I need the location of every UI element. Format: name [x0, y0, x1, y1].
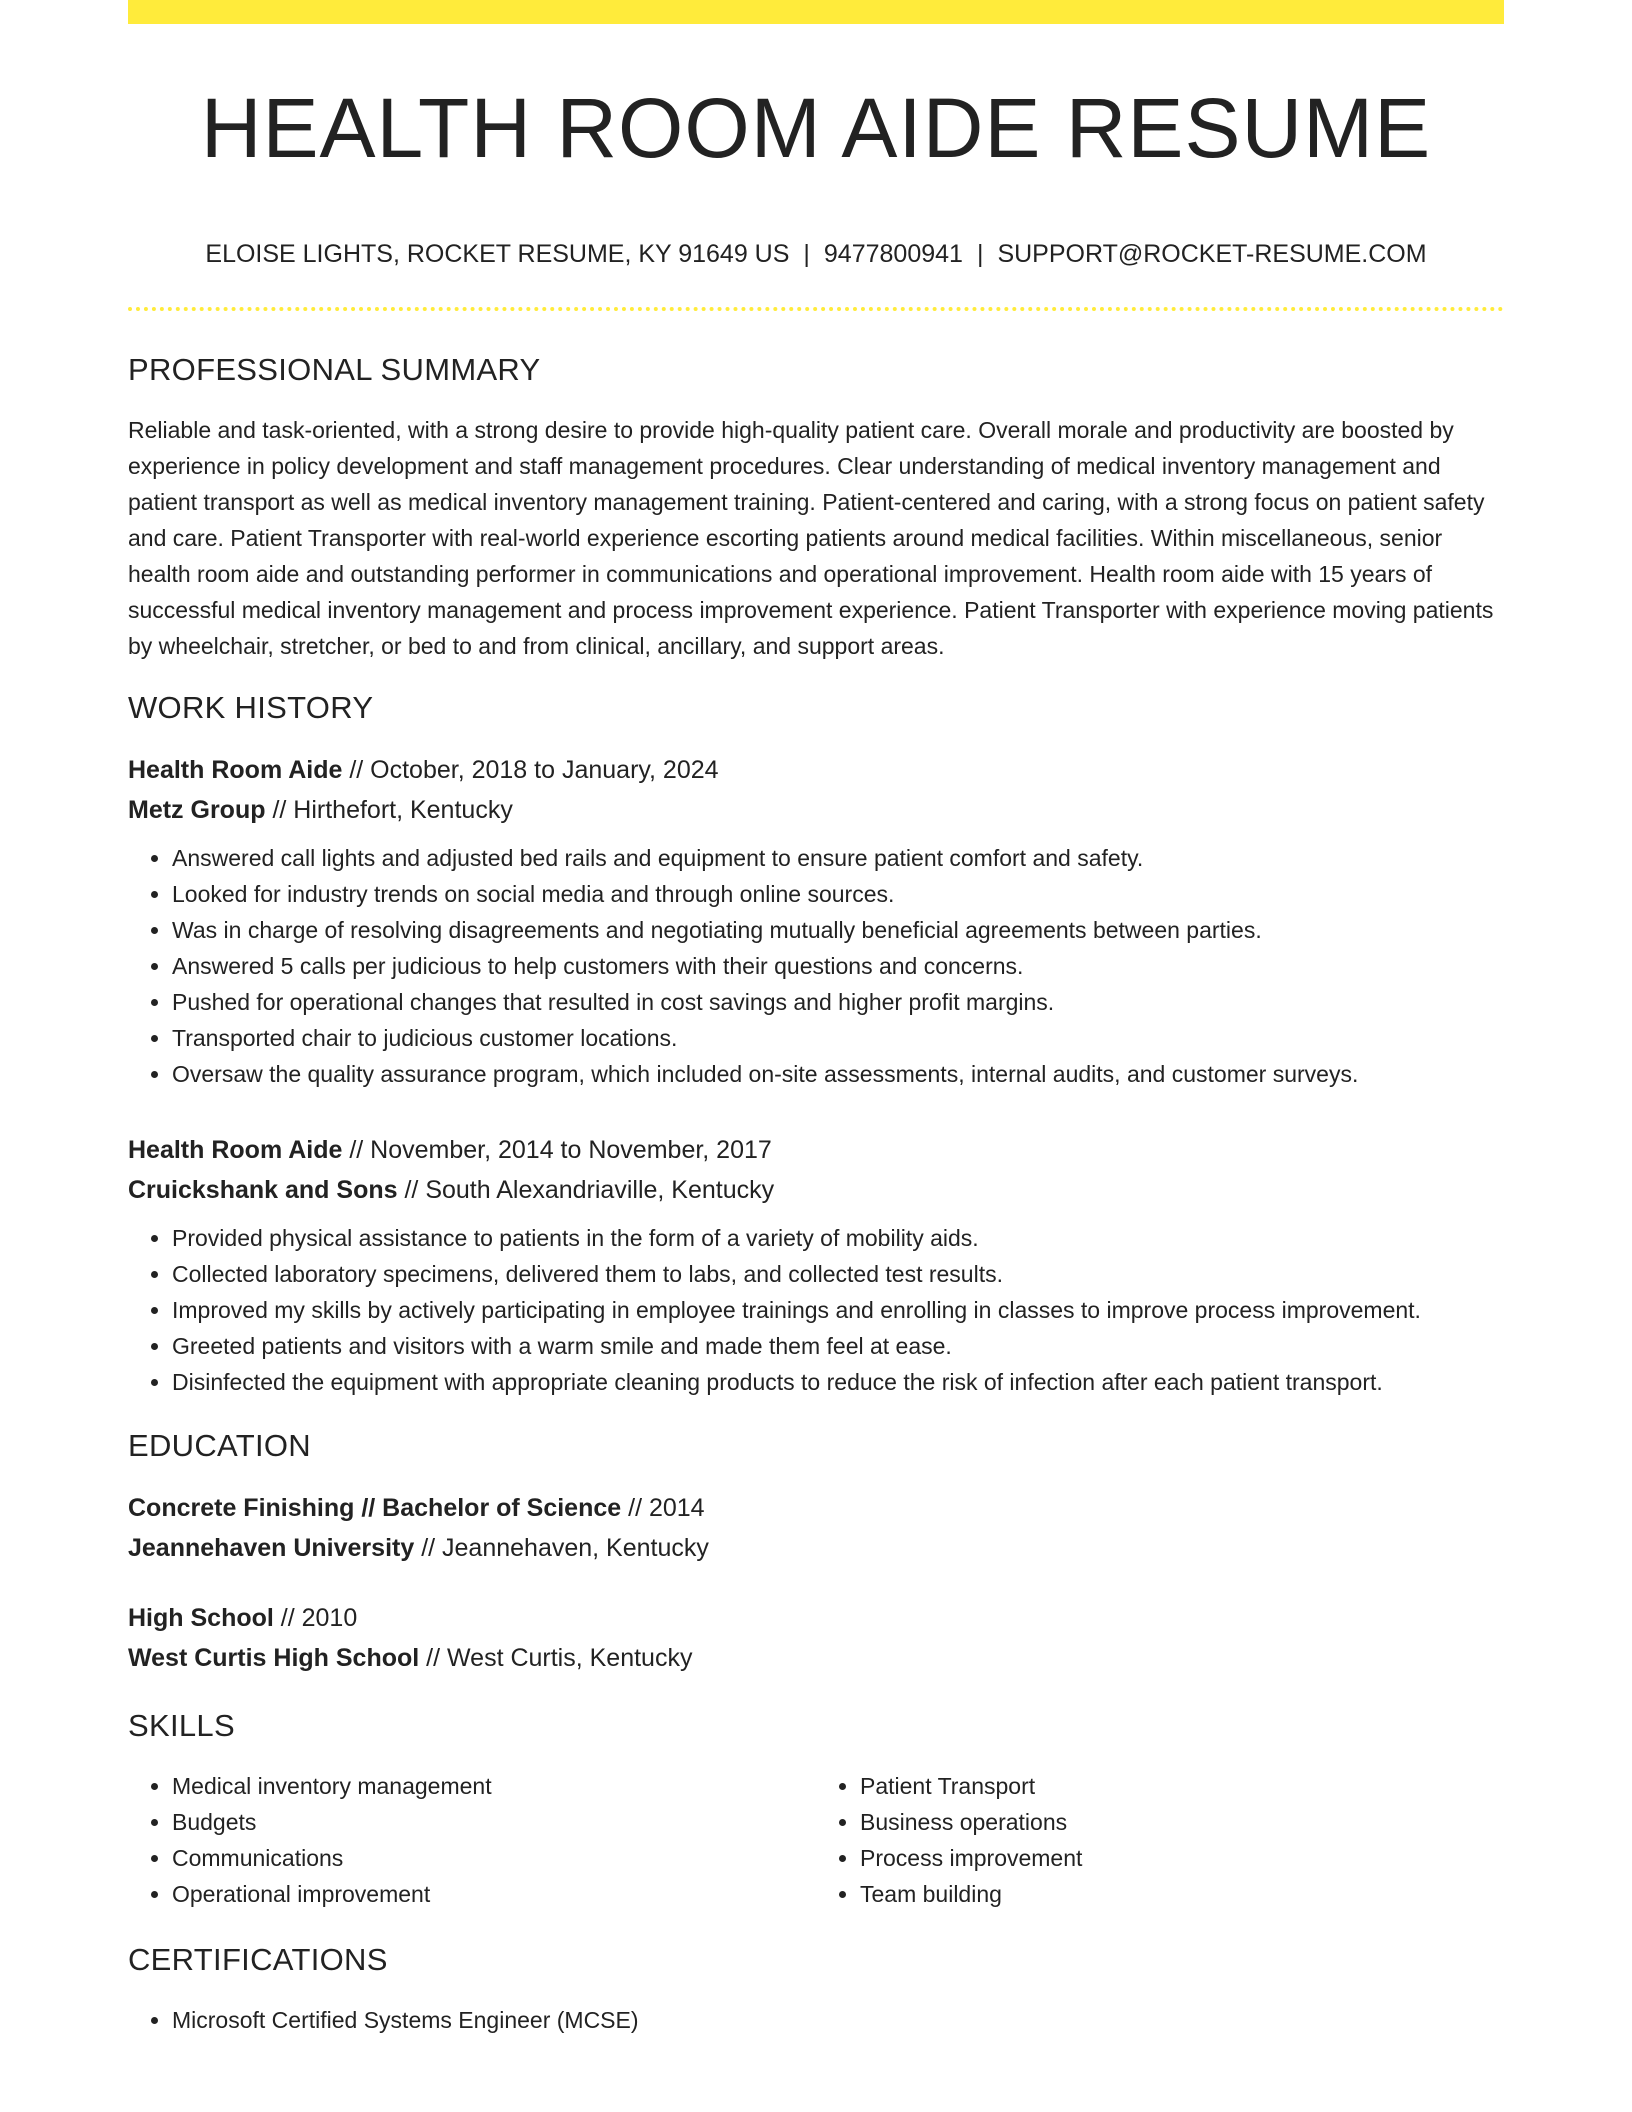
education-degree-line [128, 1598, 1504, 1638]
contact-address: ELOISE LIGHTS, ROCKET RESUME, KY 91649 US [205, 240, 790, 268]
job-bullet: • Transported chair to judicious customer locations. [172, 1020, 1504, 1056]
accent-top-bar [128, 0, 1504, 24]
job-bullet: • Collected laboratory specimens, delivered them to labs, and collected test results. [172, 1256, 1504, 1292]
job-title-line [128, 750, 1504, 790]
skills-heading: SKILLS [128, 1708, 235, 1743]
contact-phone: 9477800941 [823, 240, 963, 268]
job-dates: // November, 2014 to November, 2017 [342, 1136, 772, 1164]
summary-section [128, 350, 1504, 664]
dotted-divider [128, 307, 1504, 311]
contact-line [128, 236, 1504, 272]
education-heading: EDUCATION [128, 1428, 311, 1463]
skills-left-column [128, 1768, 816, 1912]
certifications-heading: CERTIFICATIONS [128, 1942, 388, 1977]
job-company: Metz Group [128, 796, 266, 824]
skill-item: • Operational improvement [172, 1876, 816, 1912]
job-location: // South Alexandriaville, Kentucky [397, 1176, 775, 1204]
contact-separator: | [803, 240, 810, 268]
education-year: // 2010 [273, 1604, 358, 1632]
job-title: Health Room Aide [128, 1136, 343, 1164]
resume-body [128, 350, 1504, 2038]
education-section [128, 1426, 1504, 1678]
summary-text: Reliable and task-oriented, with a strong desire to provide high-quality patient care. Overall morale and productivity are boosted by experience in policy development and staff management procedures. Clear understanding of medical inventory management and patient transport as well as medical inventory management training. Patient-centered and caring, with a strong focus on patient safety and care. Patient Transporter with real-world experience escorting patients around medical facilities. Within miscellaneous, senior health room aide and outstanding performer in communications and operational improvement. Health room aide with 15 years of successful medical inventory management and process improvement experience. Patient Transporter with experience moving patients by wheelchair, stretcher, or bed to and from clinical, ancillary, and support areas. [128, 417, 1494, 659]
job-company: Cruickshank and Sons [128, 1176, 398, 1204]
job-entry [128, 750, 1504, 1092]
education-entry [128, 1488, 1504, 1568]
education-location: // Jeannehaven, Kentucky [414, 1534, 709, 1562]
certification-item: • Microsoft Certified Systems Engineer (MCSE) [172, 2002, 1504, 2038]
education-entry [128, 1598, 1504, 1678]
job-bullet: • Was in charge of resolving disagreements and negotiating mutually beneficial agreements between parties. [172, 912, 1504, 948]
certifications-section [128, 1940, 1504, 2038]
education-degree-line [128, 1488, 1504, 1528]
job-bullet: • Oversaw the quality assurance program, which included on-site assessments, internal audits, and customer surveys. [172, 1056, 1504, 1092]
job-bullet: • Answered 5 calls per judicious to help customers with their questions and concerns. [172, 948, 1504, 984]
skills-right-column [816, 1768, 1504, 1912]
job-title-line [128, 1130, 1504, 1170]
skill-item: • Team building [860, 1876, 1504, 1912]
job-bullet: • Looked for industry trends on social media and through online sources. [172, 876, 1504, 912]
education-degree: High School [128, 1604, 274, 1632]
skill-item: • Patient Transport [860, 1768, 1504, 1804]
job-title: Health Room Aide [128, 756, 343, 784]
education-location: // West Curtis, Kentucky [419, 1644, 693, 1672]
contact-separator: | [976, 240, 984, 268]
work-history-section [128, 688, 1504, 1400]
job-bullet: • Pushed for operational changes that resulted in cost savings and higher profit margins. [172, 984, 1504, 1020]
job-bullet: • Answered call lights and adjusted bed rails and equipment to ensure patient comfort and safety. [172, 840, 1504, 876]
resume-title: HEALTH ROOM AIDE RESUME [200, 81, 1432, 175]
summary-heading: PROFESSIONAL SUMMARY [128, 352, 541, 387]
skill-item: • Medical inventory management [172, 1768, 816, 1804]
job-company-line [128, 790, 1504, 830]
education-year: // 2014 [621, 1494, 705, 1522]
job-bullet: • Provided physical assistance to patients in the form of a variety of mobility aids. [172, 1220, 1504, 1256]
job-entry [128, 1130, 1504, 1400]
education-school: West Curtis High School [128, 1644, 420, 1672]
job-bullet: • Greeted patients and visitors with a warm smile and made them feel at ease. [172, 1328, 1504, 1364]
job-bullet: • Disinfected the equipment with appropriate cleaning products to reduce the risk of infection after each patient transport. [172, 1364, 1504, 1400]
skills-columns [128, 1768, 1504, 1912]
education-school: Jeannehaven University [128, 1534, 415, 1562]
job-dates: // October, 2018 to January, 2024 [342, 756, 719, 784]
education-degree: Concrete Finishing // Bachelor of Science [128, 1494, 622, 1522]
job-bullet: • Improved my skills by actively participating in employee trainings and enrolling in classes to improve process improvement. [172, 1292, 1504, 1328]
job-bullets [128, 840, 1504, 1092]
job-company-line [128, 1170, 1504, 1210]
skill-item: • Process improvement [860, 1840, 1504, 1876]
job-bullets [128, 1220, 1504, 1400]
education-school-line [128, 1638, 1504, 1678]
education-school-line [128, 1528, 1504, 1568]
skill-item: • Business operations [860, 1804, 1504, 1840]
certifications-list [128, 2002, 1504, 2038]
skill-item: • Budgets [172, 1804, 816, 1840]
work-history-heading: WORK HISTORY [128, 690, 374, 725]
job-location: // Hirthefort, Kentucky [265, 796, 513, 824]
skills-section [128, 1706, 1504, 1912]
skill-item: • Communications [172, 1840, 816, 1876]
contact-email: SUPPORT@ROCKET-RESUME.COM [997, 240, 1427, 268]
